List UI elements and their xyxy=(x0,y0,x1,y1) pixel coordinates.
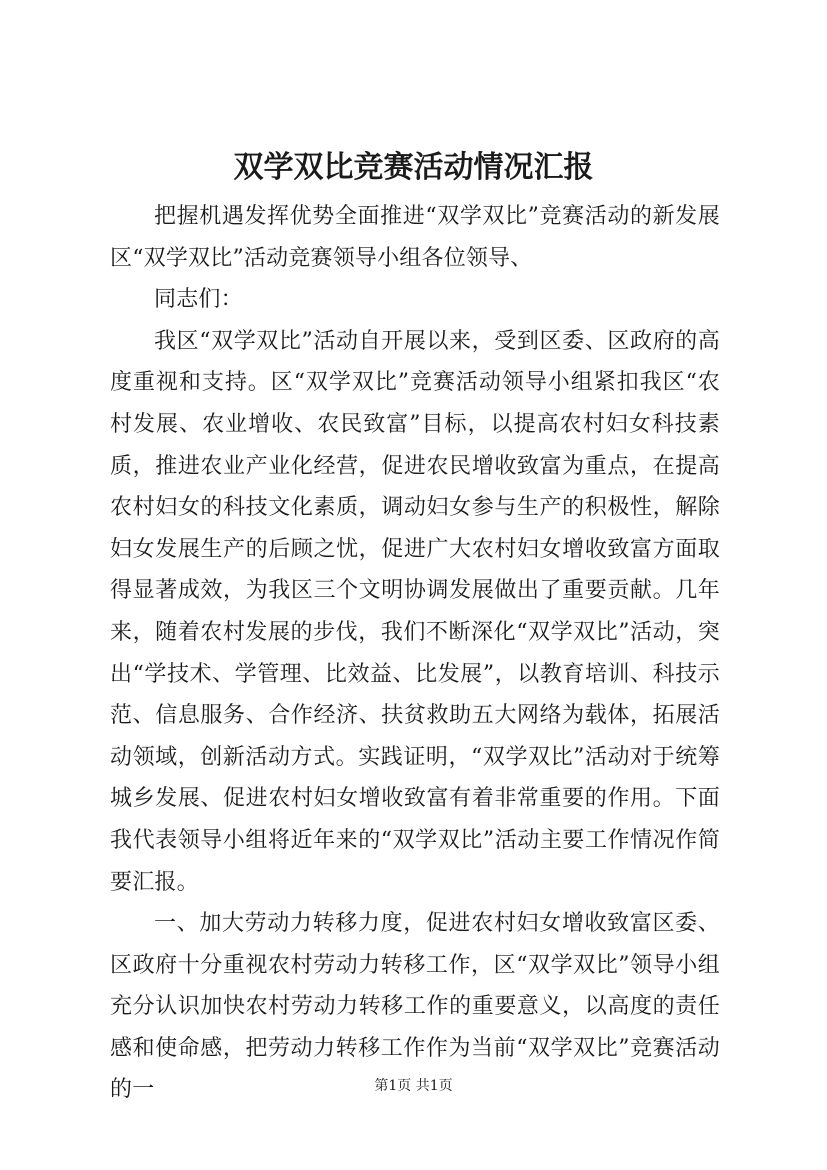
document-title: 双学双比竞赛活动情况汇报 xyxy=(233,150,594,185)
paragraph-section-one: 一、加大劳动力转移力度，促进农村妇女增收致富区委、区政府十分重视农村劳动力转移工作，区“双学双比”领导小组充分认识加快农村劳动力转移工作的重要意义，以高度的责任感和使命感，把劳动力转移工作作为当前“双学双比”竞赛活动的一 xyxy=(110,911,720,1103)
paragraph-overview: 我区“双学双比”活动自开展以来，受到区委、区政府的高度重视和支持。区“双学双比”竞赛活动领导小组紧扣我区“农村发展、农业增收、农民致富”目标，以提高农村妇女科技素质，推进农业产业化经营，促进农民增收致富为重点，在提高农村妇女的科技文化素质，调动妇女参与生产的积极性，解除妇女发展生产的后顾之忧，促进广大农村妇女增收致富方面取得显著成效，为我区三个文明协调发展做出了重要贡献。几年来，随着农村发展的步伐，我们不断深化“双学双比”活动，突出“学技术、学管理、比效益、比发展”，以教育培训、科技示范、信息服务、合作经济、扶贫救助五大网络为载体，拓展活动领域，创新活动方式。实践证明，“双学双比”活动对于统筹城乡发展、促进农村妇女增收致富有着非常重要的作用。下面我代表领导小组将近年来的“双学双比”活动主要工作情况作简要汇报。 xyxy=(110,328,720,895)
paragraph-salutation: 同志们： xyxy=(154,287,243,313)
paragraph-intro: 把握机遇发挥优势全面推进“双学双比”竞赛活动的新发展区“双学双比”活动竞赛领导小组各位领导、 xyxy=(110,204,720,271)
document-body xyxy=(110,196,720,1111)
page-footer: 第1页 共1页 xyxy=(374,1078,453,1094)
